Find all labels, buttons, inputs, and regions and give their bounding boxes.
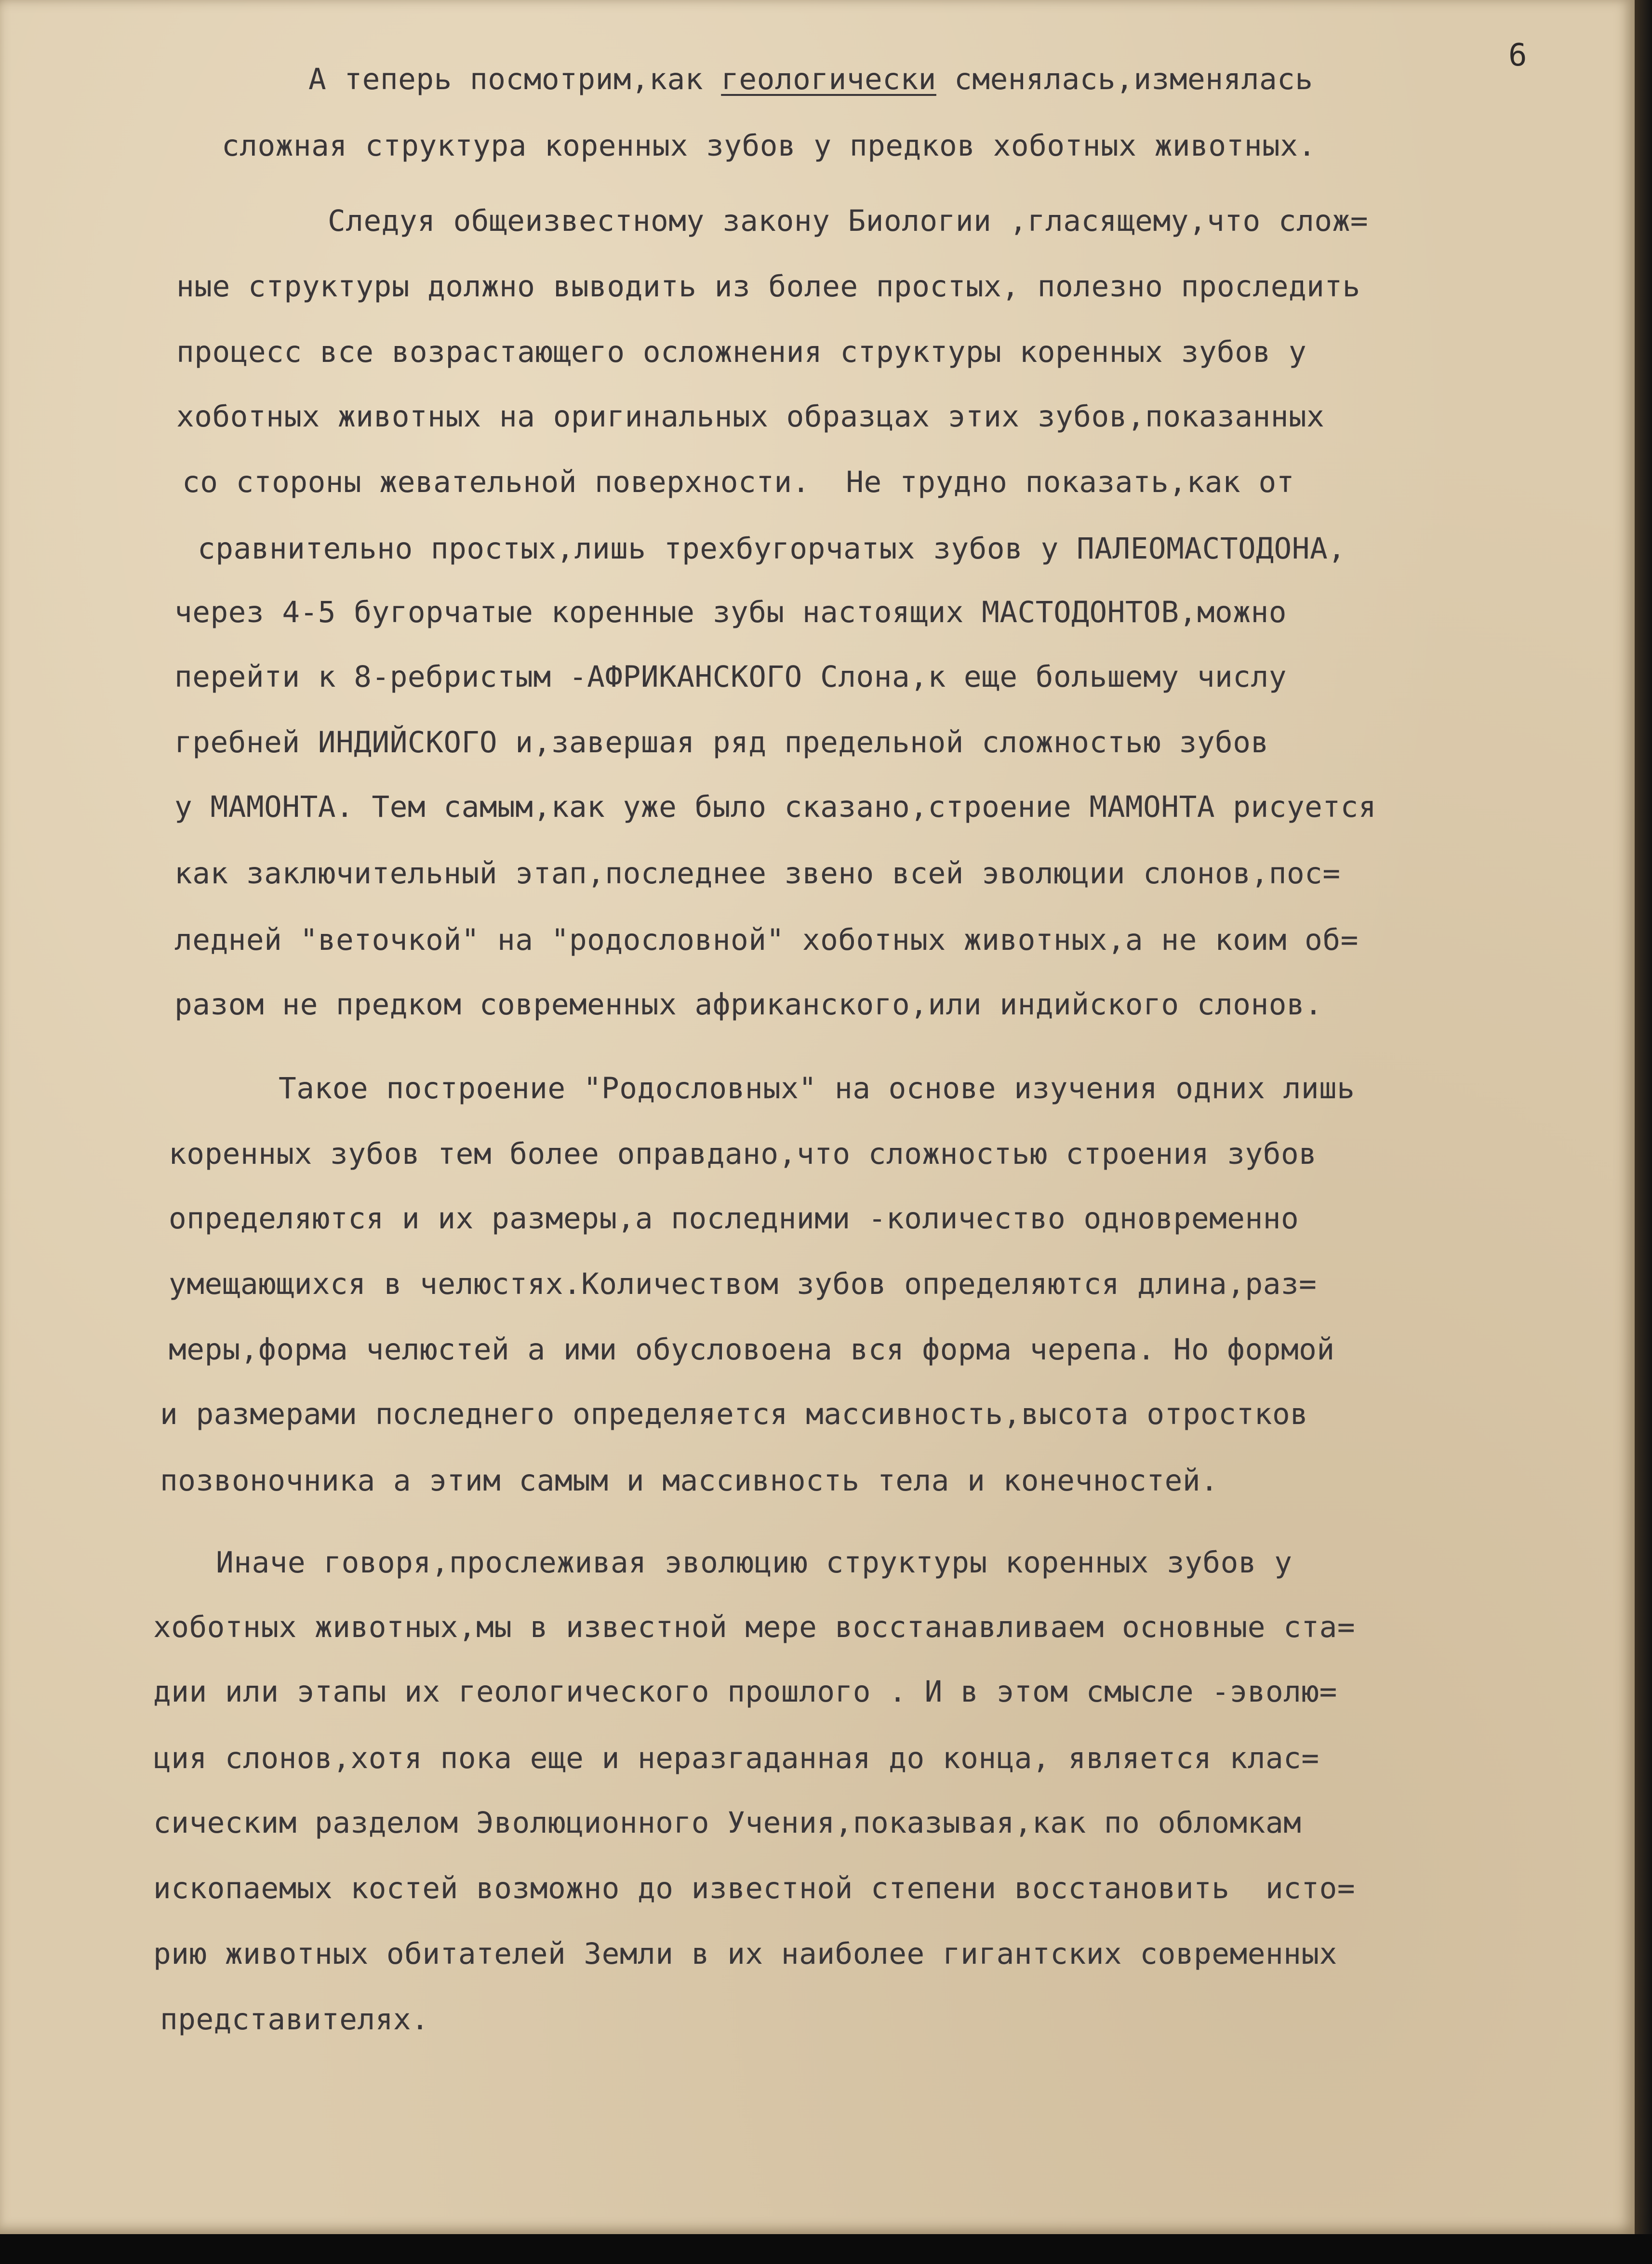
text-line: Иначе говоря,прослеживая эволюцию структуры коренных зубов у [216,1545,1292,1580]
scan-border [0,2234,1652,2264]
text-line: и размерами последнего определяется массивность,высота отростков [160,1397,1308,1431]
text-line: через 4-5 бугорчатые коренные зубы настоящих МАСТОДОНТОВ,можно [174,595,1287,629]
line-segment: сменялась,изменялась [954,62,1313,96]
page-number: 6 [1508,38,1527,73]
text-line: ные структуры должно выводить из более простых, полезно проследить [176,269,1360,304]
text-line [308,62,1313,96]
text-line: позвоночника а этим самым и массивность тела и конечностей. [160,1464,1219,1498]
text-line: Следуя общеизвестному закону Биологии ,гласящему,что слож= [328,204,1369,238]
text-line: разом не предком современных африканского,или индийского слонов. [174,987,1323,1022]
text-line: рию животных обитателей Земли в их наиболее гигантских современных [153,1937,1337,1971]
text-line: сложная структура коренных зубов у предков хоботных животных. [222,129,1316,163]
text-line: гребней ИНДИЙСКОГО и,завершая ряд предельной сложностью зубов [174,725,1269,759]
underlined-word: геологически [721,62,936,96]
text-line: у МАМОНТА. Тем самым,как уже было сказано,строение МАМОНТА рисуется [174,790,1377,824]
text-line: перейти к 8-ребристым -АФРИКАНСКОГО Слона,к еще большему числу [174,660,1287,694]
text-line: Такое построение "Родословных" на основе изучения одних лишь [279,1071,1355,1105]
text-line: меры,форма челюстей а ими обусловоена вся форма черепа. Но формой [169,1332,1335,1367]
text-line: дии или этапы их геологического прошлого . И в этом смысле -эволю= [153,1675,1337,1709]
text-line: определяются и их размеры,а последними -количество одновременно [169,1201,1299,1236]
text-line: со стороны жевательной поверхности. Не трудно показать,как от [182,465,1294,499]
text-line: ледней "веточкой" на "родословной" хоботных животных,а не коим об= [174,923,1359,957]
text-line: представителях. [160,2002,429,2037]
text-line: умещающихся в челюстях.Количеством зубов определяются длина,раз= [169,1267,1317,1301]
text-line: коренных зубов тем более оправдано,что сложностью строения зубов [169,1137,1317,1171]
text-line: ция слонов,хотя пока еще и неразгаданная до конца, является клас= [153,1741,1319,1775]
line-segment: А теперь посмотрим,как [308,62,703,96]
text-line: ископаемых костей возможно до известной степени восстановить исто= [153,1871,1356,1905]
text-line: сравнительно простых,лишь трехбугорчатых зубов у ПАЛЕОМАСТОДОНА, [198,532,1346,566]
text-line: процесс все возрастающего осложнения структуры коренных зубов у [176,335,1307,369]
text-line: как заключительный этап,последнее звено всей эволюции слонов,пос= [174,856,1341,891]
text-line: хоботных животных,мы в известной мере восстанавливаем основные ста= [153,1610,1356,1644]
text-line: сическим разделом Эволюционного Учения,показывая,как по обломкам [153,1806,1302,1840]
page-edge-shadow [1635,0,1652,2234]
text-line: хоботных животных на оригинальных образцах этих зубов,показанных [176,400,1325,434]
